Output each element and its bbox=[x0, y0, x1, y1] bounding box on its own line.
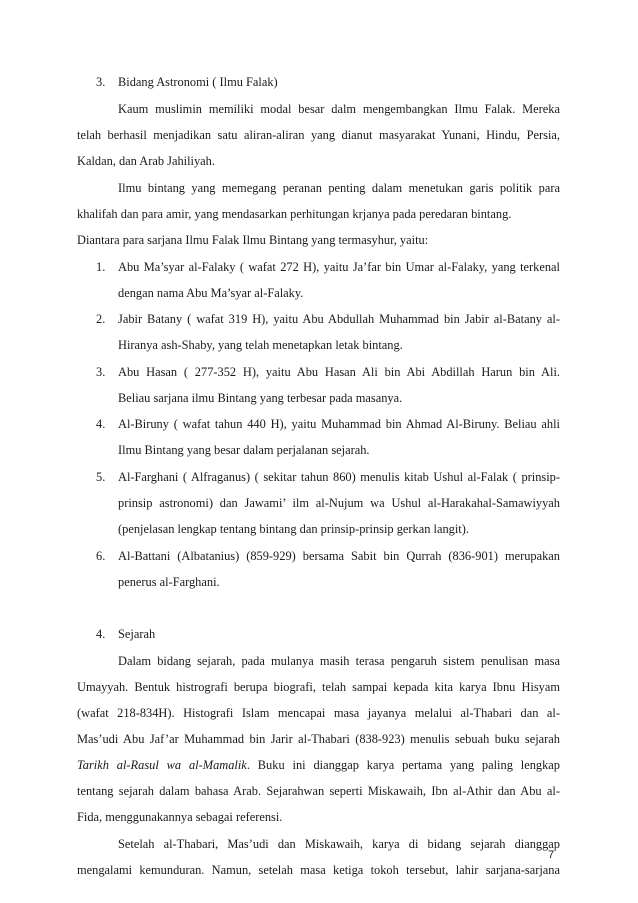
list-item-line: Beliau sarjana ilmu Bintang yang terbesar pada masanya. bbox=[118, 391, 403, 405]
section-4-heading: Sejarah bbox=[118, 627, 156, 641]
paragraph-line: (wafat 218-834H). Histografi Islam mencapai masa jayanya melalui al-Thabari dan al- bbox=[77, 706, 560, 720]
page-number: 7 bbox=[548, 849, 555, 861]
list-item-line: Al-Battani (Albatanius) (859-929) bersama Sabit bin Qurrah (836-901) merupakan bbox=[118, 549, 560, 563]
list-item-line: (penjelasan lengkap tentang bintang dan prinsip-prinsip gerkan langit). bbox=[118, 522, 469, 536]
section-3-heading: Bidang Astronomi ( Ilmu Falak) bbox=[118, 75, 278, 89]
book-title: Tarikh al-Rasul wa al-Mamalik bbox=[77, 758, 247, 772]
list-item-number: 2. bbox=[96, 312, 106, 326]
list-item-number: 1. bbox=[96, 260, 106, 274]
paragraph-line bbox=[77, 757, 560, 773]
list-item-line: dengan nama Abu Ma’syar al-Falaky. bbox=[118, 286, 304, 300]
paragraph-line: Kaum muslimin memiliki modal besar dalm mengembangkan Ilmu Falak. Mereka bbox=[118, 102, 560, 116]
list-item-number: 3. bbox=[96, 365, 106, 379]
line-text: . Buku ini dianggap karya pertama yang paling lengkap bbox=[246, 758, 560, 772]
list-item-line: penerus al-Farghani. bbox=[118, 575, 220, 589]
list-item-number: 4. bbox=[96, 417, 106, 431]
paragraph-line: Umayyah. Bentuk histrografi berupa biografi, telah sampai kepada kita karya Ibnu Hisyam bbox=[77, 680, 560, 694]
list-item-line: Jabir Batany ( wafat 319 H), yaitu Abu Abdullah Muhammad bin Jabir al-Batany al- bbox=[118, 312, 560, 326]
paragraph-line: Fida, menggunakannya sebagai referensi. bbox=[77, 810, 283, 824]
list-item-line: Al-Biruny ( wafat tahun 440 H), yaitu Muhammad bin Ahmad Al-Biruny. Beliau ahli bbox=[118, 417, 560, 431]
paragraph-line: khalifah dan para amir, yang mendasarkan perhitungan krjanya pada peredaran bintang. bbox=[77, 207, 512, 221]
paragraph-line: Mas’udi Abu Jaf’ar Muhammad bin Jarir al-Thabari (838-923) menulis sebuah buku sejarah bbox=[77, 732, 560, 746]
paragraph-line: Ilmu bintang yang memegang peranan penting dalam menetukan garis politik para bbox=[118, 181, 560, 195]
paragraph-line: telah berhasil menjadikan satu aliran-aliran yang dianut masyarakat Yunani, Hindu, Persia, bbox=[77, 128, 560, 142]
list-item-line: Abu Hasan ( 277-352 H), yaitu Abu Hasan Ali bin Abi Abdillah Harun bin Ali. bbox=[118, 365, 560, 379]
list-item-line: Ilmu Bintang yang besar dalam perjalanan sejarah. bbox=[118, 443, 370, 457]
paragraph-line: Setelah al-Thabari, Mas’udi dan Miskawaih, karya di bidang sejarah dianggap bbox=[118, 837, 560, 851]
paragraph-line: tentang sejarah dalam bahasa Arab. Sejarahwan seperti Miskawaih, Ibn al-Athir dan Abu al- bbox=[77, 784, 560, 798]
section-3-number: 3. bbox=[96, 75, 106, 89]
list-item-number: 6. bbox=[96, 549, 106, 563]
list-item-number: 5. bbox=[96, 470, 106, 484]
paragraph-line: mengalami kemunduran. Namun, setelah masa ketiga tokoh tersebut, lahir sarjana-sarjana bbox=[77, 863, 560, 877]
list-item-line: Al-Farghani ( Alfraganus) ( sekitar tahun 860) menulis kitab Ushul al-Falak ( prinsip- bbox=[118, 470, 560, 484]
section-4-number: 4. bbox=[96, 627, 106, 641]
list-item-line: Abu Ma’syar al-Falaky ( wafat 272 H), yaitu Ja’far bin Umar al-Falaky, yang terkenal bbox=[118, 260, 560, 274]
list-item-line: Hiranya ash-Shaby, yang telah menetapkan letak bintang. bbox=[118, 338, 403, 352]
list-item-line: prinsip astronomi) dan Jawami’ ilm al-Nujum wa Ushul al-Harakahal-Samawiyyah bbox=[118, 496, 560, 510]
paragraph-line: Diantara para sarjana Ilmu Falak Ilmu Bintang yang termasyhur, yaitu: bbox=[77, 233, 429, 247]
paragraph-line: Kaldan, dan Arab Jahiliyah. bbox=[77, 154, 215, 168]
paragraph-line: Dalam bidang sejarah, pada mulanya masih terasa pengaruh sistem penulisan masa bbox=[118, 654, 560, 668]
